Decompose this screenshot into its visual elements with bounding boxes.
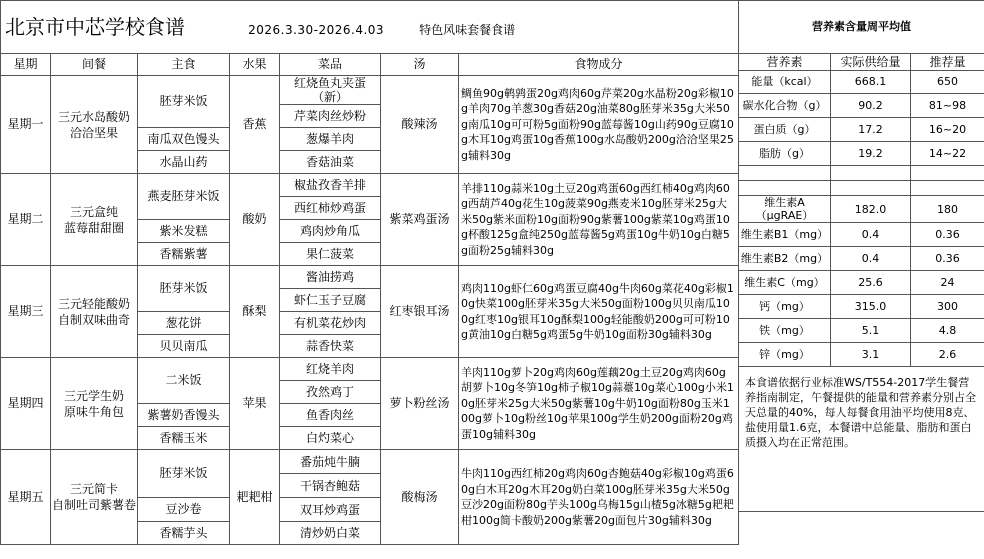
nutrient-recommended: 0.36 (911, 223, 984, 247)
nutrient-row (739, 319, 984, 343)
staple-item: 二米饭 (138, 358, 230, 404)
staple-item: 香糯芋头 (138, 522, 230, 545)
nutrition-note: 本食谱依据行业标准WS/T554-2017学生餐营养指南制定，午餐提供的能量和营养素分别占全天总量的40%，每人每餐食用油平均使用8克、盐使用量1.6克，本餐谱中总能量、脂肪和蛋白质摄入均在正常范围。 (739, 367, 984, 512)
nutrient-actual: 5.1 (831, 319, 911, 343)
soup-cell: 红枣银耳汤 (381, 266, 459, 358)
nutrient-actual: 668.1 (831, 71, 911, 94)
staple-item: 胚芽米饭 (138, 450, 230, 498)
nutrient-name: 脂肪（g） (739, 142, 831, 166)
fruit-cell: 酥梨 (230, 266, 280, 358)
column-header-row (1, 54, 739, 76)
staple-item: 贝贝南瓜 (138, 335, 230, 358)
nutrient-recommended: 180 (911, 196, 984, 223)
col-header-snack: 间餐 (51, 54, 138, 76)
dish-item: 清炒奶白菜 (280, 522, 381, 545)
nutrient-recommended: 0.36 (911, 247, 984, 271)
soup-cell: 酸辣汤 (381, 76, 459, 174)
nutrition-table (738, 0, 984, 512)
fruit-cell: 苹果 (230, 358, 280, 450)
nutrient-actual: 25.6 (831, 271, 911, 295)
ingredients-cell: 羊肉110g萝卜20g鸡肉60g莲藕20g土豆20g鸡肉60g胡萝卜10g冬笋10g柿子椒10g蒜薹10g菜心100g小米10g胚芽米25g大米50g紫薯10g牛奶10g面粉80g玉米100g萝卜10g粉丝10g苹果100g学生奶200g面粉20g鸡蛋10g辅料30g (459, 358, 739, 450)
fruit-cell: 香蕉 (230, 76, 280, 174)
nutrition-panel (738, 0, 984, 559)
dish-item: 蒜香快菜 (280, 335, 381, 358)
day-label: 星期三 (1, 266, 51, 358)
day-row-line (1, 174, 739, 197)
ingredients-cell: 鲷鱼90g鹌鹑蛋20g鸡肉60g芹菜20g水晶粉20g彩椒10g羊肉70g羊葱30g香菇20g油菜80g胚芽米35g大米50g南瓜10g可可粉5g面粉90g蓝莓酱10g山药90g豆腐10g木耳10g鸡蛋10g香蕉100g水岛酸奶200g洽洽坚果25g辅料30g (459, 76, 739, 174)
dish-item: 酱油捞鸡 (280, 266, 381, 289)
nutrient-row (739, 223, 984, 247)
day-label: 星期二 (1, 174, 51, 266)
nutrient-row (739, 94, 984, 118)
ingredients-cell: 羊排110g蒜米10g土豆20g鸡蛋60g西红柿40g鸡肉60g西葫芦40g花生10g菠菜90g燕麦米10g胚芽米25g大米50g紫米面粉10g面粉90g紫薯100g紫菜10g鸡蛋10g杯酸125g盒纯250g蓝莓酱5g鸡蛋10g牛奶10g白糖5g面粉25g辅料30g (459, 174, 739, 266)
spacer-cell (911, 181, 984, 196)
snack-cell: 三元盒纯 蓝莓甜甜圈 (51, 174, 138, 266)
recommended-header: 推荐量 (911, 54, 984, 71)
day-label: 星期四 (1, 358, 51, 450)
nutrient-row (739, 118, 984, 142)
nutrient-recommended: 4.8 (911, 319, 984, 343)
staple-item: 紫薯奶香馒头 (138, 404, 230, 427)
staple-item: 紫米发糕 (138, 220, 230, 243)
nutrient-name: 锌（mg） (739, 343, 831, 367)
nutrient-recommended: 16~20 (911, 118, 984, 142)
menu-theme: 特色风味套餐食谱 (419, 23, 516, 37)
nutrient-name: 碳水化合物（g） (739, 94, 831, 118)
nutrient-actual: 0.4 (831, 247, 911, 271)
snack-cell: 三元简卡 自制吐司紫薯卷 (51, 450, 138, 545)
nutrient-actual: 19.2 (831, 142, 911, 166)
spacer-cell (739, 166, 831, 181)
nutrient-row (739, 196, 984, 223)
soup-cell: 酸梅汤 (381, 450, 459, 545)
nutrient-name: 蛋白质（g） (739, 118, 831, 142)
staple-item: 豆沙卷 (138, 498, 230, 522)
dish-item: 番茄炖牛腩 (280, 450, 381, 474)
nutrient-recommended: 24 (911, 271, 984, 295)
snack-cell: 三元学生奶 原味牛角包 (51, 358, 138, 450)
nutrient-recommended: 650 (911, 71, 984, 94)
nutrient-header: 营养素 (739, 54, 831, 71)
title-bar (1, 1, 739, 54)
nutrition-rows (739, 71, 984, 367)
col-header-fruit: 水果 (230, 54, 280, 76)
spacer-cell (831, 181, 911, 196)
soup-cell: 萝卜粉丝汤 (381, 358, 459, 450)
spacer-cell (911, 166, 984, 181)
nutrition-header-row (739, 54, 984, 71)
col-header-ingredients: 食物成分 (459, 54, 739, 76)
nutrient-row (739, 343, 984, 367)
spacer-cell (739, 181, 831, 196)
fruit-cell: 耙耙柑 (230, 450, 280, 545)
dish-item: 葱爆羊肉 (280, 128, 381, 151)
nutrient-actual: 3.1 (831, 343, 911, 367)
day-rows (1, 76, 739, 545)
day-row-line (1, 76, 739, 105)
col-header-soup: 汤 (381, 54, 459, 76)
spacer-cell (831, 166, 911, 181)
nutrient-spacer-row (739, 181, 984, 196)
dish-item: 白灼菜心 (280, 427, 381, 450)
dish-item: 西红柿炒鸡蛋 (280, 197, 381, 220)
nutrient-actual: 0.4 (831, 223, 911, 247)
day-row-line (1, 358, 739, 381)
nutrient-name: 钙（mg） (739, 295, 831, 319)
snack-cell: 三元轻能酸奶 自制双味曲奇 (51, 266, 138, 358)
dish-item: 孜然鸡丁 (280, 381, 381, 404)
dish-item: 虾仁玉子豆腐 (280, 289, 381, 312)
nutrient-name: 维生素B1（mg） (739, 223, 831, 247)
dish-item: 有机菜花炒肉 (280, 312, 381, 335)
dish-item: 果仁菠菜 (280, 243, 381, 266)
staple-item: 南瓜双色馒头 (138, 128, 230, 151)
page-title: 北京市中芯学校食谱 (5, 15, 185, 39)
staple-item: 胚芽米饭 (138, 76, 230, 128)
nutrient-row (739, 71, 984, 94)
nutrition-title: 营养素含量周平均值 (739, 1, 984, 54)
dish-item: 芹菜肉丝炒粉 (280, 105, 381, 128)
nutrient-actual: 315.0 (831, 295, 911, 319)
actual-header: 实际供给量 (831, 54, 911, 71)
staple-item: 香糯玉米 (138, 427, 230, 450)
day-label: 星期一 (1, 76, 51, 174)
soup-cell: 紫菜鸡蛋汤 (381, 174, 459, 266)
nutrient-name: 能量（kcal） (739, 71, 831, 94)
nutrient-recommended: 14~22 (911, 142, 984, 166)
staple-item: 葱花饼 (138, 312, 230, 335)
staple-item: 燕麦胚芽米饭 (138, 174, 230, 220)
nutrient-recommended: 81~98 (911, 94, 984, 118)
date-range: 2026.3.30-2026.4.03 (248, 23, 385, 37)
nutrient-recommended: 300 (911, 295, 984, 319)
day-row-line (1, 450, 739, 474)
staple-item: 香糯紫薯 (138, 243, 230, 266)
col-header-day: 星期 (1, 54, 51, 76)
dish-item: 鸡肉炒角瓜 (280, 220, 381, 243)
fruit-cell: 酸奶 (230, 174, 280, 266)
dish-item: 红烧羊肉 (280, 358, 381, 381)
col-header-staple: 主食 (138, 54, 230, 76)
ingredients-cell: 牛肉110g西红柿20g鸡肉60g杏鲍菇40g彩椒10g鸡蛋60g白木耳20g木耳20g奶白菜100g胚芽米35g大米50g豆沙20g面粉80g芋头100g乌梅15g山楂5g冰糖5g耙耙柑100g简卡酸奶200g紫薯20g面包片30g辅料30g (459, 450, 739, 545)
staple-item: 水晶山药 (138, 151, 230, 174)
col-header-dishes: 菜品 (280, 54, 381, 76)
nutrient-row (739, 247, 984, 271)
day-row-line (1, 266, 739, 289)
snack-cell: 三元水岛酸奶 洽洽坚果 (51, 76, 138, 174)
staple-item: 胚芽米饭 (138, 266, 230, 312)
nutrient-row (739, 142, 984, 166)
nutrient-actual: 90.2 (831, 94, 911, 118)
dish-item: 鱼香肉丝 (280, 404, 381, 427)
nutrient-spacer-row (739, 166, 984, 181)
dish-item: 椒盐孜香羊排 (280, 174, 381, 197)
nutrient-name: 铁（mg） (739, 319, 831, 343)
nutrient-name: 维生素C（mg） (739, 271, 831, 295)
nutrient-actual: 17.2 (831, 118, 911, 142)
nutrient-recommended: 2.6 (911, 343, 984, 367)
dish-item: 双耳炒鸡蛋 (280, 498, 381, 522)
dish-item: 香菇油菜 (280, 151, 381, 174)
dish-item: 干锅杏鲍菇 (280, 474, 381, 498)
day-label: 星期五 (1, 450, 51, 545)
nutrient-actual: 182.0 (831, 196, 911, 223)
nutrient-name: 维生素A（μgRAE） (739, 196, 831, 223)
nutrient-row (739, 271, 984, 295)
nutrient-row (739, 295, 984, 319)
dish-item: 红烧鱼丸夹蛋 （新） (280, 76, 381, 105)
ingredients-cell: 鸡肉110g虾仁60g鸡蛋豆腐40g牛肉60g菜花40g彩椒10g快菜100g胚芽米35g大米50g面粉100g贝贝南瓜100g红枣10g银耳10g酥梨100g轻能酸奶200g可可粉10g黄油10g白糖5g鸡蛋5g牛奶10g面粉30g辅料30g (459, 266, 739, 358)
nutrient-name: 维生素B2（mg） (739, 247, 831, 271)
